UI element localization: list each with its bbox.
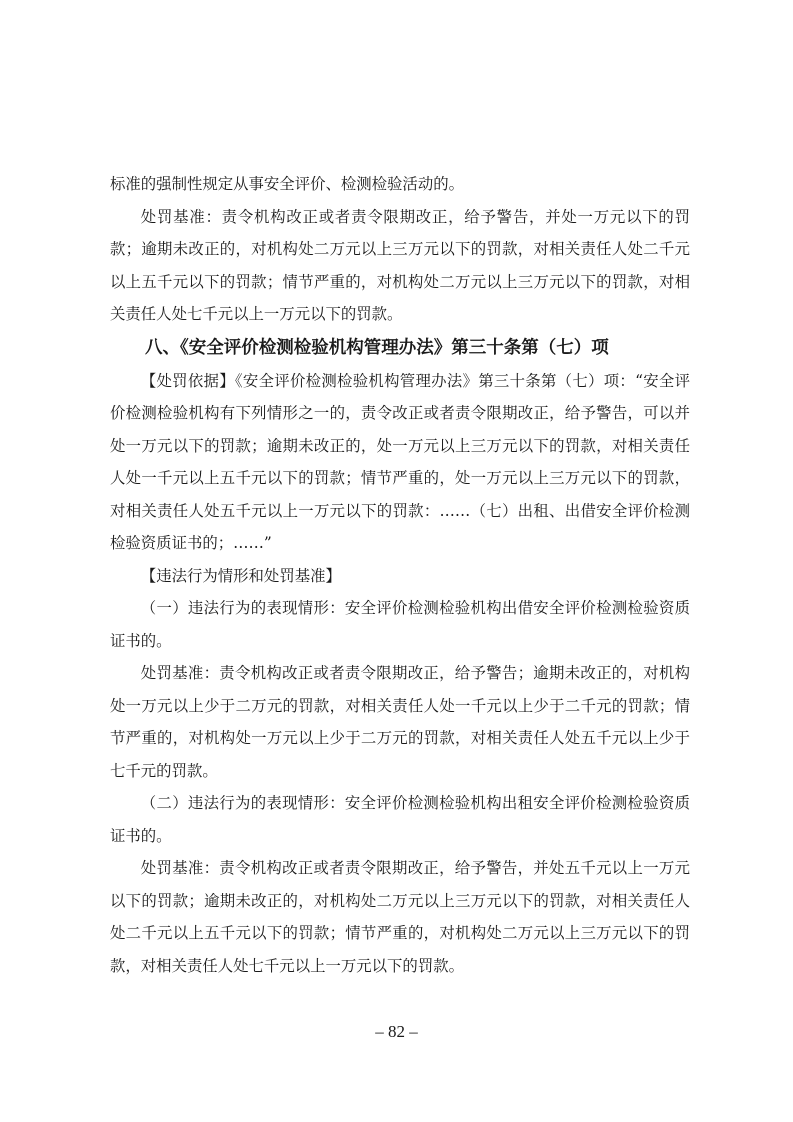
paragraph-case-2-penalty: 处罚基准：责令机构改正或者责令限期改正，给予警告，并处五千元以上一万元以下的罚款；逾期未改正的，对机构处二万元以上三万元以下的罚款，对相关责任人处二千元以上五千元以下的罚款；情节严重的，对机构处二万元以上三万元以下的罚款，对相关责任人处七千元以上一万元以下的罚款。 [110, 859, 690, 975]
paragraph-case-1: （一）违法行为的表现情形：安全评价检测检验机构出借安全评价检测检验资质证书的。 [110, 599, 690, 650]
paragraph-subheading: 【违法行为情形和处罚基准】 [140, 566, 341, 585]
paragraph-case-2: （二）违法行为的表现情形：安全评价检测检验机构出租安全评价检测检验资质证书的。 [110, 794, 690, 845]
page-number: – 82 – [375, 1022, 418, 1041]
paragraph-case-1-penalty: 处罚基准：责令机构改正或者责令限期改正，给予警告；逾期未改正的，对机构处一万元以上少于二万元的罚款，对相关责任人处一千元以上少于二千元的罚款；情节严重的，对机构处一万元以上少于二万元的罚款，对相关责任人处五千元以上少于七千元的罚款。 [110, 664, 690, 780]
paragraph-penalty-standard: 处罚基准：责令机构改正或者责令限期改正，给予警告，并处一万元以下的罚款；逾期未改正的，对机构处二万元以上三万元以下的罚款，对相关责任人处二千元以上五千元以下的罚款；情节严重的，对机构处二万元以上三万元以下的罚款，对相关责任人处七千元以上一万元以下的罚款。 [110, 207, 690, 323]
section-heading: 八、《安全评价检测检验机构管理办法》第三十条第（七）项 [145, 337, 609, 358]
paragraph-continuation: 标准的强制性规定从事安全评价、检测检验活动的。 [110, 175, 464, 193]
document-body [110, 168, 690, 982]
paragraph-penalty-basis: 【处罚依据】《安全评价检测检验机构管理办法》第三十条第（七）项：“安全评价检测检验机构有下列情形之一的，责令改正或者责令限期改正，给予警告，可以并处一万元以下的罚款；逾期未改正的，处一万元以上三万元以下的罚款，对相关责任人处一千元以上五千元以下的罚款；情节严重的，处一万元以上三万元以下的罚款，对相关责任人处五千元以上一万元以下的罚款：……（七）出租、出借安全评价检测检验资质证书的；……” [110, 371, 690, 552]
